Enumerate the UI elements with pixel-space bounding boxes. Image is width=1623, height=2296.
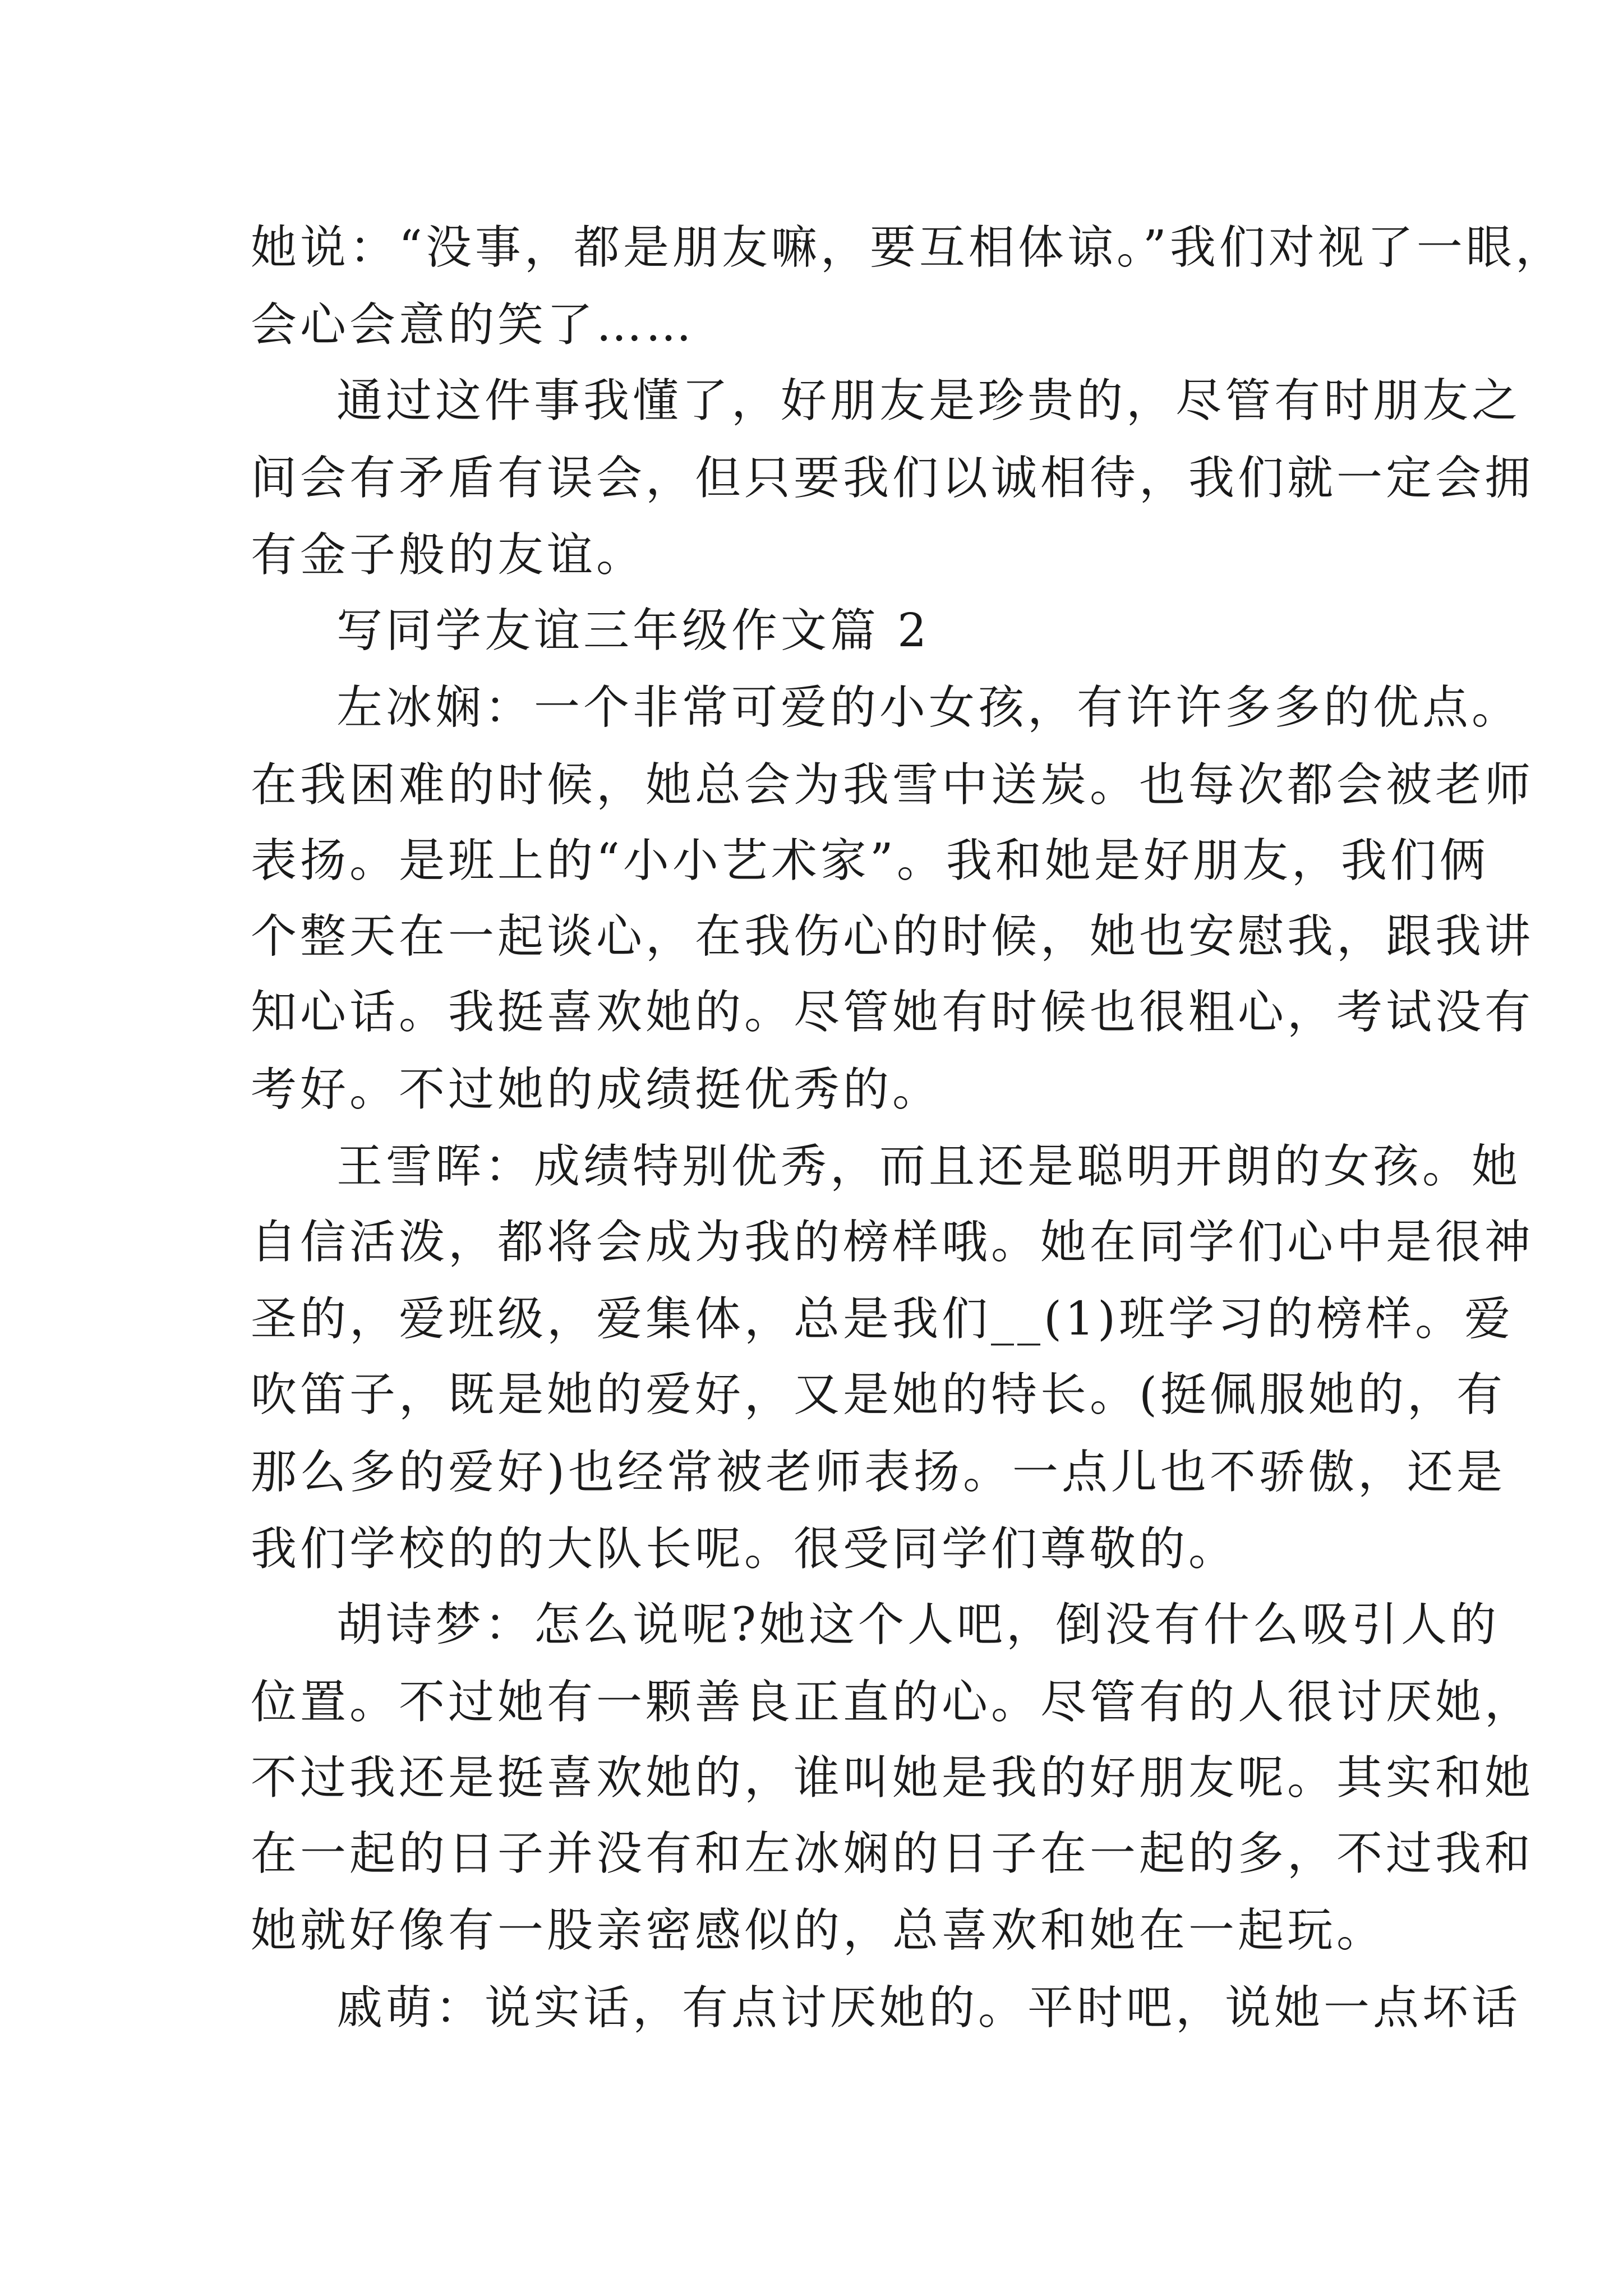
- section-heading: 写同学友谊三年级作文篇 2: [336, 604, 930, 657]
- text-line: 有金子般的友谊。: [251, 528, 646, 582]
- text-line: 我们学校的的大队长呢。很受同学们尊敬的。: [251, 1522, 1238, 1576]
- text-line: 个整天在一起谈心，在我伤心的时候，她也安慰我，跟我讲: [251, 910, 1534, 963]
- text-line: 在一起的日子并没有和左冰娴的日子在一起的多，不过我和: [251, 1827, 1534, 1880]
- paragraph-line: 王雪晖：成绩特别优秀，而且还是聪明开朗的女孩。她: [336, 1140, 1521, 1193]
- text-line: 在我困难的时候，她总会为我雪中送炭。也每次都会被老师: [251, 758, 1534, 812]
- text-line: 那么多的爱好)也经常被老师表扬。一点儿也不骄傲，还是: [251, 1446, 1506, 1499]
- paragraph-line: 通过这件事我懂了，好朋友是珍贵的，尽管有时朋友之: [336, 374, 1521, 427]
- text-line: 间会有矛盾有误会，但只要我们以诚相待，我们就一定会拥: [251, 452, 1534, 505]
- text-line: 知心话。我挺喜欢她的。尽管她有时候也很粗心，考试没有: [251, 986, 1534, 1039]
- text-line: 圣的，爱班级，爱集体，总是我们__(1)班学习的榜样。爱: [251, 1292, 1514, 1346]
- paragraph-line: 胡诗梦：怎么说呢?她这个人吧，倒没有什么吸引人的: [336, 1598, 1500, 1651]
- text-line: 吹笛子，既是她的爱好，又是她的特长。(挺佩服她的，有: [251, 1368, 1506, 1421]
- text-line: 她就好像有一股亲密感似的，总喜欢和她在一起玩。: [251, 1904, 1386, 1957]
- text-line: 自信活泼，都将会成为我的榜样哦。她在同学们心中是很神: [251, 1216, 1534, 1269]
- text-line: 表扬。是班上的“小小艺术家”。我和她是好朋友，我们俩: [251, 834, 1489, 887]
- text-line: 她说：“没事，都是朋友嘛，要互相体谅。”我们对视了一眼，: [251, 221, 1565, 274]
- text-line: 会心会意的笑了……: [251, 298, 695, 352]
- paragraph-line: 戚萌：说实话，有点讨厌她的。平时吧，说她一点坏话: [336, 1981, 1521, 2035]
- paragraph-line: 左冰娴：一个非常可爱的小女孩，有许许多多的优点。: [336, 681, 1521, 734]
- text-line: 位置。不过她有一颗善良正直的心。尽管有的人很讨厌她，: [251, 1676, 1534, 1729]
- text-line: 不过我还是挺喜欢她的，谁叫她是我的好朋友呢。其实和她: [251, 1751, 1534, 1805]
- text-line: 考好。不过她的成绩挺优秀的。: [251, 1063, 942, 1116]
